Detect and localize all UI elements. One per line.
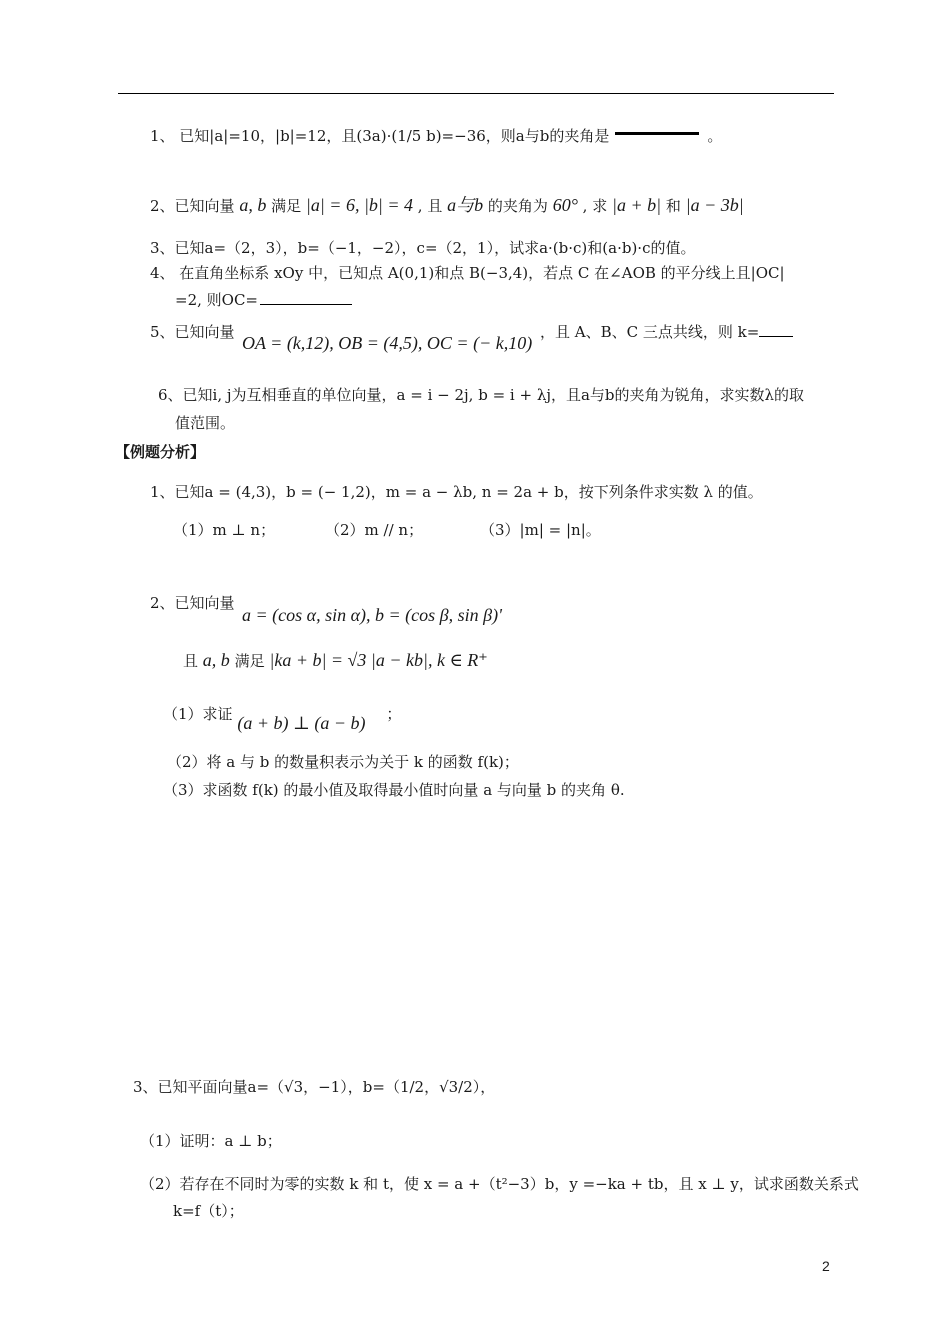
- exercise-6-text: 6、已知i, j为互相垂直的单位向量，a = i − 2j, b = i + λj，且a与b的夹角为锐角，求实数λ的取: [158, 386, 805, 404]
- exercise-6-line2: [175, 413, 235, 433]
- exercise-2-math-angle: 60°: [552, 195, 578, 215]
- exercise-2-text4: 的夹角为: [487, 197, 548, 215]
- exercise-5-text2: ，且 A、B、C 三点共线，则 k=: [540, 323, 760, 341]
- answer-blank: [615, 132, 699, 135]
- example-2-line1-math: [242, 605, 502, 626]
- example-2-vectors-math: a = (cos α, sin α), b = (cos β, sin β)': [242, 605, 502, 625]
- example-3-part2b-text: k=f（t）；: [173, 1202, 244, 1220]
- example-1-text: 1、已知a = (4,3)，b = (− 1,2)，m = a − λb, n = 2a + b，按下列条件求实数 λ 的值。: [150, 483, 763, 501]
- example-1-part2: [325, 520, 423, 540]
- example-3-part2: [140, 1174, 859, 1194]
- exercise-6: [158, 385, 804, 405]
- exercise-2: [150, 195, 744, 216]
- example-3: [133, 1077, 495, 1097]
- exercise-1: [150, 126, 722, 146]
- exercise-5-math-line: [242, 333, 532, 354]
- example-2-part2-text: （2）将 a 与 b 的数量积表示为关于 k 的函数 f(k)；: [167, 753, 519, 771]
- example-2-part1-math: (a + b) ⊥ (a − b): [237, 713, 366, 733]
- example-2-part1-text: （1）求证: [163, 705, 233, 723]
- page-number: 2: [822, 1258, 830, 1274]
- answer-blank: [759, 336, 793, 337]
- example-3-part2-text: （2）若存在不同时为零的实数 k 和 t，使 x = a +（t²−3）b，y =−ka + tb，且 x ⊥ y，试求函数关系式: [140, 1175, 859, 1193]
- example-3-part2b: [173, 1201, 244, 1221]
- exercise-2-text3: , 且: [417, 197, 443, 215]
- example-1-part2-text: （2）m // n；: [325, 521, 424, 539]
- example-2-part3-text: （3）求函数 f(k) 的最小值及取得最小值时向量 a 与向量 b 的夹角 θ.: [163, 781, 625, 799]
- exercise-5-text: 5、已知向量: [150, 323, 235, 341]
- example-1-part1-text: （1）m ⊥ n；: [173, 521, 276, 539]
- example-2-part1-tail: ；: [386, 705, 402, 723]
- exercise-1-tail: 。: [707, 127, 723, 145]
- example-2-condition-math: |ka + b| = √3 |a − kb|, k ∈ R⁺: [269, 650, 488, 670]
- example-2-part1: [163, 703, 402, 733]
- exercise-2-text5: , 求: [582, 197, 608, 215]
- example-2-line2-text: 且: [183, 652, 199, 670]
- section-header-text: 【例题分析】: [115, 443, 206, 461]
- exercise-3-text: 3、已知a=（2，3），b=（−1，−2），c=（2，1），试求a·(b·c)和(a·b)·c的值。: [150, 239, 696, 257]
- exercise-4-line2: [175, 290, 352, 310]
- example-2-line1-text: 2、已知向量: [150, 594, 235, 612]
- header-rule: [118, 93, 834, 94]
- example-3-text: 3、已知平面向量a=（√3，−1），b=（1/2，√3/2），: [133, 1078, 496, 1096]
- exercise-4: [150, 263, 785, 283]
- example-2-part3: [163, 780, 625, 800]
- example-3-part1-text: （1）证明：a ⊥ b；: [140, 1132, 282, 1150]
- example-1: [150, 482, 763, 502]
- example-2-line2-math-ab: a, b: [202, 650, 230, 670]
- exercise-2-text: 2、已知向量: [150, 197, 235, 215]
- example-3-part1: [140, 1131, 282, 1151]
- example-2-line1: [150, 593, 235, 613]
- example-2-part2: [167, 752, 519, 772]
- exercise-2-text2: 满足: [271, 197, 302, 215]
- exercise-5: [150, 322, 235, 342]
- example-1-part3: [480, 520, 601, 540]
- answer-blank: [260, 304, 352, 305]
- exercise-2-text6: 和: [665, 197, 681, 215]
- exercise-4-text: 4、 在直角坐标系 xOy 中，已知点 A(0,1)和点 B(−3,4)，若点 C 在∠AOB 的平分线上且|OC|: [150, 264, 785, 282]
- exercise-2-math-pair: a与b: [447, 195, 484, 215]
- example-1-part1: [173, 520, 275, 540]
- exercise-4-line2-text: =2, 则OC=: [175, 291, 258, 309]
- exercise-2-math-norms: |a| = 6, |b| = 4: [305, 195, 413, 215]
- exercise-2-math-ab: a, b: [239, 195, 267, 215]
- example-2-line2: [183, 650, 488, 671]
- example-1-part3-text: （3）|m| = |n|。: [480, 521, 601, 539]
- example-2-line2-text2: 满足: [234, 652, 265, 670]
- exercise-6-line2-text: 值范围。: [175, 414, 236, 432]
- exercise-2-math-diff: |a − 3b|: [685, 195, 744, 215]
- exercise-2-math-sum: |a + b|: [612, 195, 662, 215]
- exercise-1-text: 1、 已知|a|=10，|b|=12，且(3a)·(1/5 b)=−36，则a与b的夹角是: [150, 127, 610, 145]
- section-header: [115, 442, 205, 462]
- exercise-5-math: OA = (k,12), OB = (4,5), OC = (− k,10): [242, 333, 533, 353]
- exercise-5-tail: [540, 322, 793, 342]
- exercise-3: [150, 238, 695, 258]
